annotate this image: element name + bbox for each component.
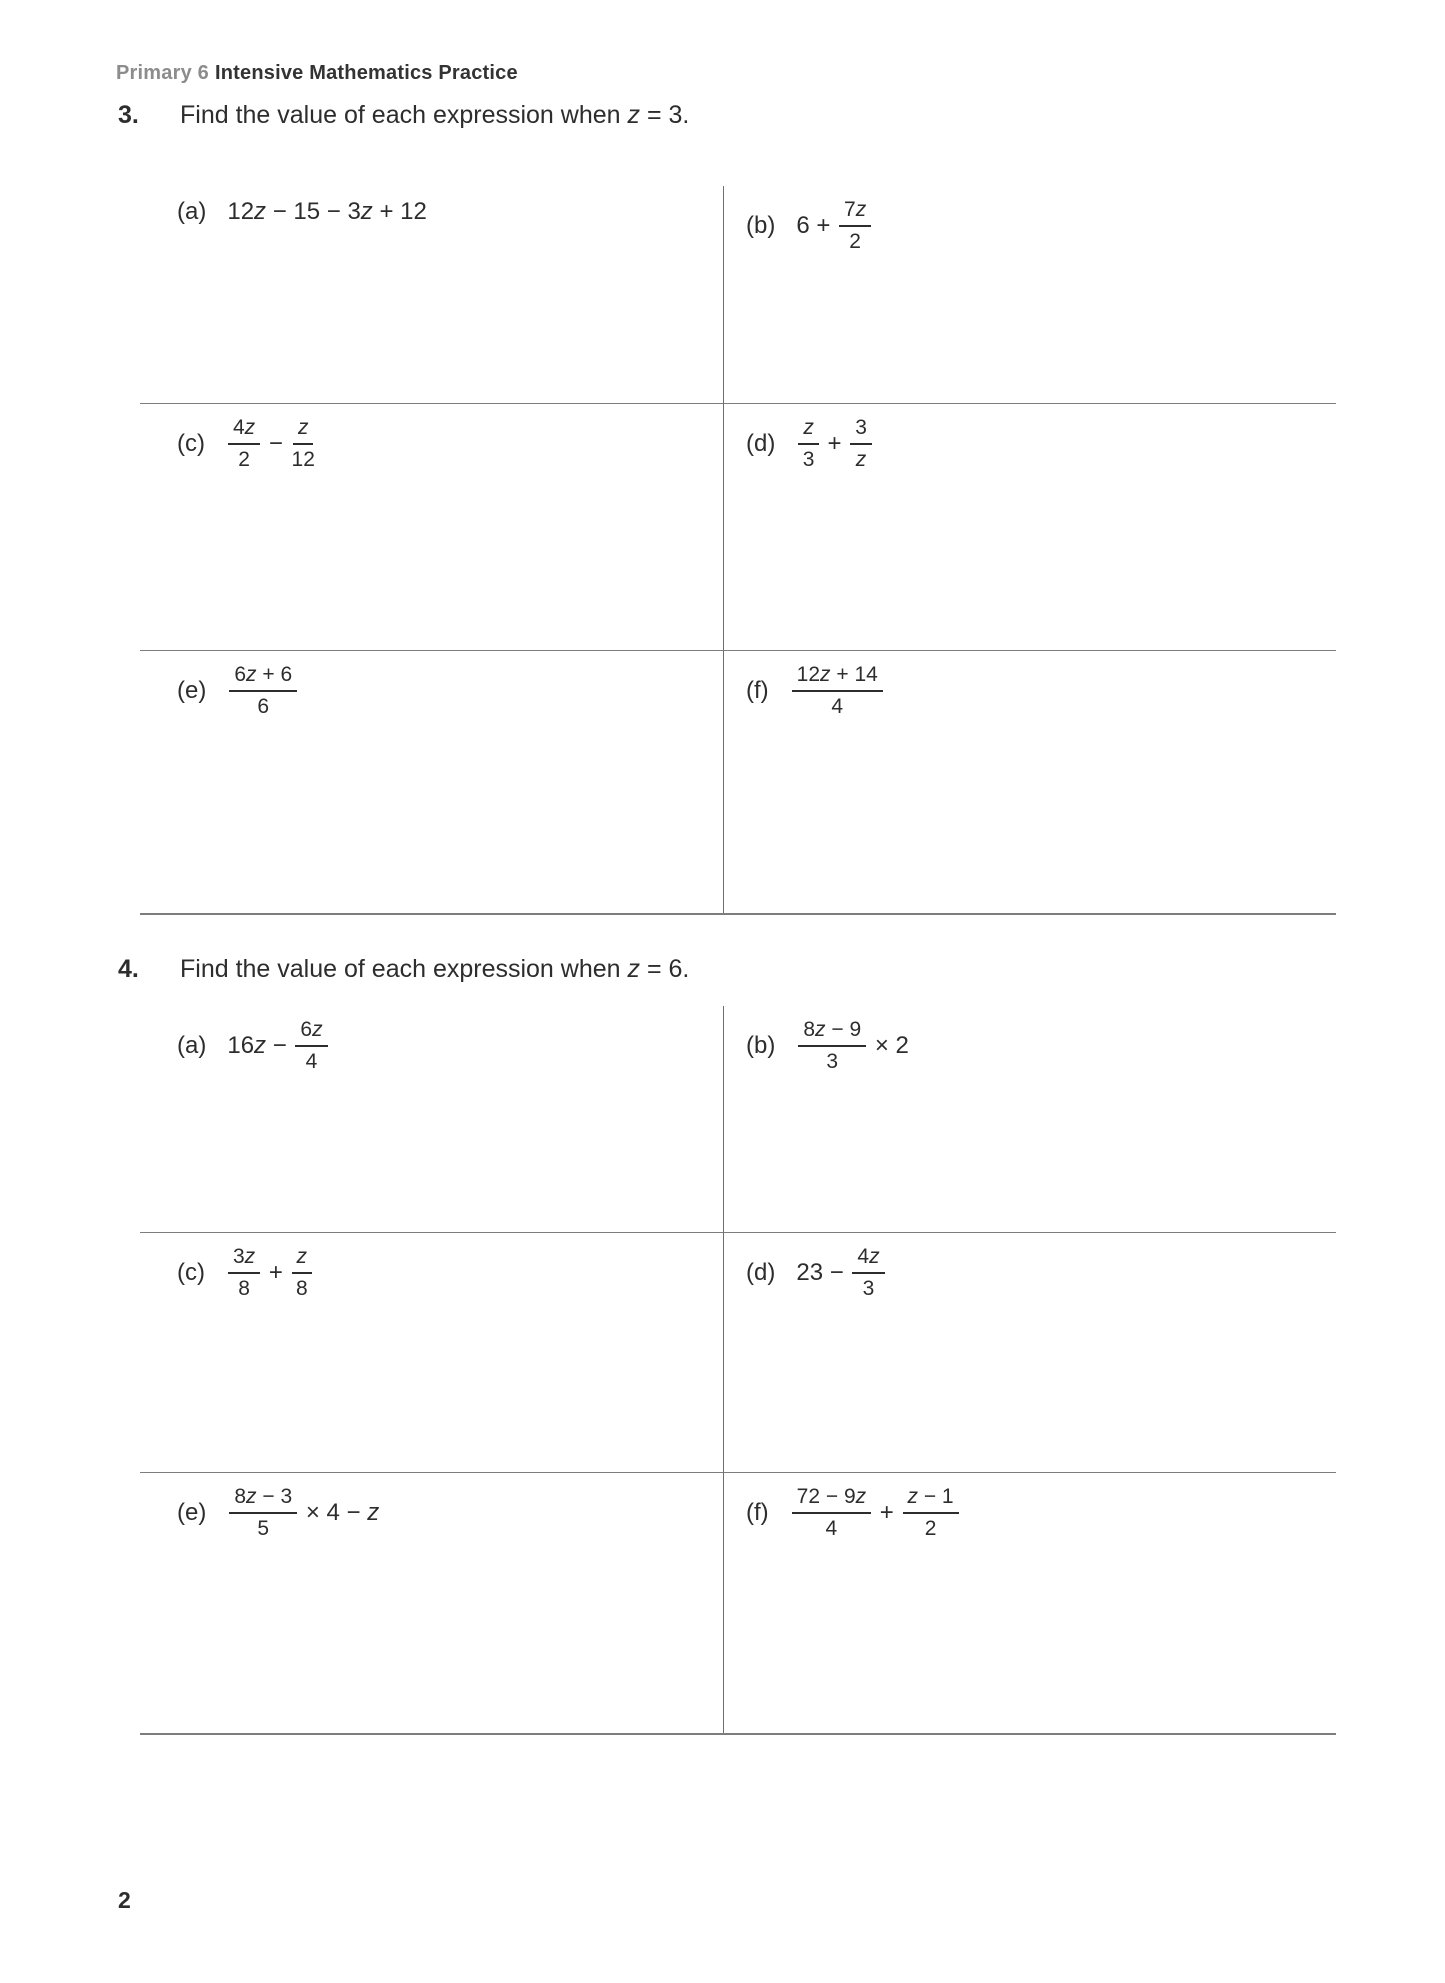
math-expression: $\frac{8z - 9}{3}$ × 2 xyxy=(796,1018,909,1074)
expression-4b xyxy=(746,1018,1336,1074)
item-label: (a) xyxy=(177,198,207,225)
answer-cell-3b xyxy=(723,186,1336,403)
grid-row xyxy=(140,1472,1336,1735)
math-expression: $\frac{4z}{2}$ − $\frac{z}{12}$ xyxy=(226,416,317,472)
answer-cell-4d xyxy=(723,1233,1336,1472)
grid-row xyxy=(140,186,1336,403)
math-expression: 23 − $\frac{4z}{3}$ xyxy=(796,1245,886,1301)
expression-4d xyxy=(746,1245,1336,1301)
math-expression: 12z − 15 − 3z + 12 xyxy=(227,198,427,225)
grid-row xyxy=(140,1232,1336,1472)
grid-row xyxy=(140,650,1336,913)
math-expression xyxy=(227,663,299,719)
question-3-number: 3. xyxy=(118,101,139,129)
answer-cell-4a xyxy=(140,1006,723,1232)
math-expression: 16z − $\frac{6z}{4}$ xyxy=(227,1018,329,1074)
fraction: $\frac{6z}{4}$ xyxy=(295,1018,327,1074)
grid-row xyxy=(140,403,1336,650)
answer-cell-3e xyxy=(140,651,723,913)
answer-cell-4e xyxy=(140,1473,723,1735)
fraction: $\frac{8z - 9}{3}$ xyxy=(798,1018,866,1074)
series-label: Primary 6 xyxy=(116,62,209,84)
fraction: $\frac{4z}{3}$ xyxy=(852,1245,884,1301)
expression-4c xyxy=(177,1245,723,1301)
item-label: (e) xyxy=(177,677,207,705)
expression-4f xyxy=(746,1485,1336,1541)
math-expression: $\frac{72 - 9z}{4}$ + $\frac{z - 1}{2}$ xyxy=(790,1485,961,1541)
page-number: 2 xyxy=(118,1887,131,1913)
math-expression: $\frac{8z - 3}{5}$ × 4 − z xyxy=(227,1485,379,1541)
answer-cell-4b xyxy=(723,1006,1336,1232)
expression-3e xyxy=(177,663,723,719)
fraction: $\frac{z}{12}$ xyxy=(291,416,315,472)
answer-cell-3a xyxy=(140,186,723,403)
fraction: $\frac{12z + 14}{4}$ xyxy=(792,663,883,719)
book-title: Intensive Mathematics Practice xyxy=(214,62,518,84)
item-label: (d) xyxy=(746,1259,776,1287)
fraction: $\frac{3z}{8}$ xyxy=(228,1245,260,1301)
question-3-answer-grid xyxy=(140,186,1336,915)
fraction: $\frac{72 - 9z}{4}$ xyxy=(792,1485,871,1541)
item-label: (d) xyxy=(746,430,776,458)
item-label: (f) xyxy=(746,677,769,705)
item-label: (c) xyxy=(177,1259,205,1287)
page-header xyxy=(116,62,518,85)
fraction: $\frac{4z}{2}$ xyxy=(228,416,260,472)
fraction: $\frac{z}{3}$ xyxy=(798,416,819,472)
answer-cell-4f xyxy=(723,1473,1336,1735)
expression-3a xyxy=(177,198,723,226)
answer-cell-3d xyxy=(723,404,1336,650)
expression-3c xyxy=(177,416,723,472)
item-label: (e) xyxy=(177,1499,207,1527)
math-expression xyxy=(790,663,885,719)
question-4-number: 4. xyxy=(118,955,139,983)
fraction: $\frac{7z}{2}$ xyxy=(839,198,871,254)
fraction: $\frac{z - 1}{2}$ xyxy=(903,1485,959,1541)
answer-cell-4c xyxy=(140,1233,723,1472)
expression-3f xyxy=(746,663,1336,719)
question-4-prompt: Find the value of each expression when z = 6. xyxy=(180,955,690,983)
item-label: (b) xyxy=(746,1032,776,1060)
item-label: (c) xyxy=(177,430,205,458)
item-label: (a) xyxy=(177,1032,207,1060)
question-4-answer-grid xyxy=(140,1006,1336,1735)
fraction: $\frac{z}{8}$ xyxy=(292,1245,313,1301)
item-label: (b) xyxy=(746,212,776,240)
fraction: $\frac{6z + 6}{6}$ xyxy=(229,663,297,719)
grid-vertical-divider xyxy=(723,186,724,913)
fraction: $\frac{3}{z}$ xyxy=(850,416,872,472)
question-3-prompt: Find the value of each expression when z = 3. xyxy=(180,101,690,129)
math-expression: $\frac{3z}{8}$ + $\frac{z}{8}$ xyxy=(226,1245,314,1301)
answer-cell-3c xyxy=(140,404,723,650)
item-label: (f) xyxy=(746,1499,769,1527)
answer-cell-3f xyxy=(723,651,1336,913)
expression-3d xyxy=(746,416,1336,472)
fraction: $\frac{8z - 3}{5}$ xyxy=(229,1485,297,1541)
math-expression: $\frac{z}{3}$ + $\frac{3}{z}$ xyxy=(796,416,874,472)
expression-4e xyxy=(177,1485,723,1541)
math-expression: 6 + $\frac{7z}{2}$ xyxy=(796,198,873,254)
expression-4a xyxy=(177,1018,723,1074)
expression-3b xyxy=(746,198,1336,254)
grid-vertical-divider xyxy=(723,1006,724,1733)
grid-row xyxy=(140,1006,1336,1232)
